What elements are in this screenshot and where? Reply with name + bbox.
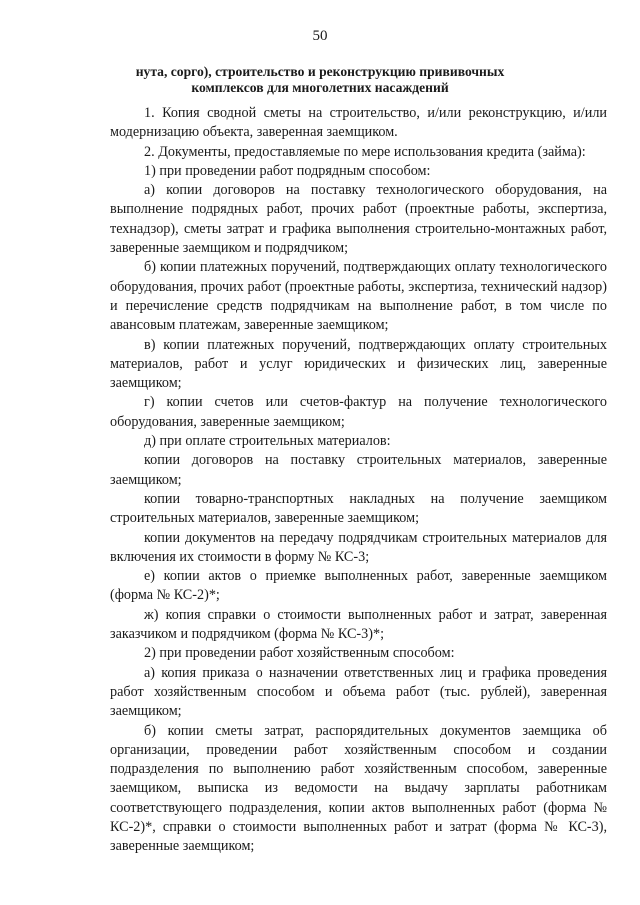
paragraph: копии договоров на поставку строительных материалов, заверенные заемщиком;: [110, 452, 607, 488]
paragraph: 2. Документы, предоставляемые по мере использования кредита (займа):: [144, 143, 586, 160]
paragraph: а) копии договоров на поставку технологического оборудования, на выполнение подрядных работ, прочих работ (проектные работы, экспертиза, технадзор), сметы затрат и графика выполнения строительно-монтажных работ, заверенные заемщиком и подрядчиком;: [110, 182, 607, 257]
paragraph: б) копии сметы затрат, распорядительных документов заемщика об организации, проведении работ хозяйственным способом и создании подразделения по выполнению работ хозяйственным способом, заверенные заемщиком, выписка из ведомости на выдачу зарплаты работникам соответствующего подразделения, копии актов выполненных работ (форма № КС-2)*, справки о стоимости выполненных работ и затрат (форма № КС-3), заверенные заемщиком;: [110, 722, 607, 855]
paragraph: е) копии актов о приемке выполненных работ, заверенные заемщиком (форма № КС-2)*;: [110, 568, 607, 604]
paragraph: 1. Копия сводной сметы на строительство, и/или реконструкцию, и/или модернизацию объекта, заверенная заемщиком.: [110, 105, 607, 141]
paragraph: копии товарно-транспортных накладных на получение заемщиком строительных материалов, заверенные заемщиком;: [110, 490, 607, 527]
paragraph: ж) копия справки о стоимости выполненных работ и затрат, заверенная заказчиком и подрядчиком (форма № КС-3)*;: [110, 606, 607, 643]
paragraph: г) копии счетов или счетов-фактур на получение технологического оборудования, заверенные заемщиком;: [110, 394, 607, 430]
paragraph: копии документов на передачу подрядчикам строительных материалов для включения их стоимости в форму № КС-3;: [110, 529, 607, 565]
section-heading: нута, сорго), строительство и реконструкцию прививочных комплексов для многолетних насаждений: [135, 64, 505, 95]
paragraph: в) копии платежных поручений, подтверждающих оплату строительных материалов, работ и услуг юридических и физических лиц, заверенные заемщиком;: [110, 336, 607, 392]
document-body: [110, 104, 607, 857]
paragraph: б) копии платежных поручений, подтверждающих оплату технологического оборудования, прочих работ (проектные работы, экспертиза, технический надзор) и перечисление средств подрядчикам на выполнение работ, в том числе по авансовым платежам, заверенные заемщиком;: [110, 259, 607, 334]
page-number: 50: [312, 28, 328, 44]
paragraph: д) при оплате строительных материалов:: [144, 433, 391, 450]
paragraph: а) копия приказа о назначении ответственных лиц и графика проведения работ хозяйственным способом и объема работ (тыс. рублей), заверенная заемщиком;: [110, 664, 607, 720]
paragraph: 2) при проведении работ хозяйственным способом:: [144, 645, 455, 662]
paragraph: 1) при проведении работ подрядным способом:: [144, 162, 431, 179]
